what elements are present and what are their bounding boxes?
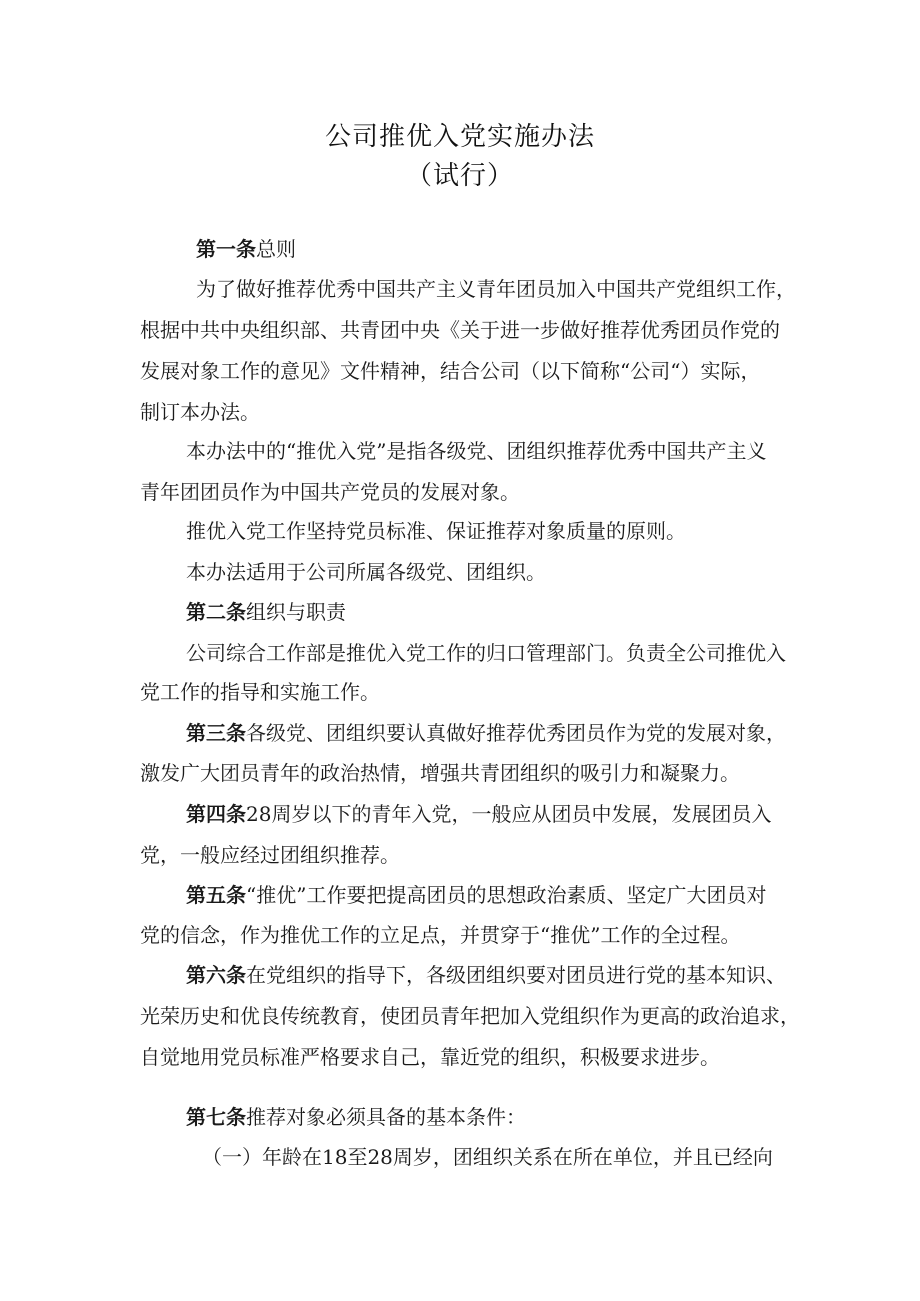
article-1-heading (196, 236, 296, 262)
article-3-line-2: 激发广大团员青年的政治热情，增强共青团组织的吸引力和凝聚力。 (140, 761, 740, 785)
article-6-line-3: 自觉地用党员标准严格要求自己，靠近党的组织，积极要求进步。 (140, 1045, 720, 1069)
article-2-heading (186, 599, 346, 625)
document-title: 公司推优入党实施办法 (324, 122, 595, 152)
article-6-line-2: 光荣历史和优良传统教育，使团员青年把加入党组织作为更高的政治追求， (140, 1004, 800, 1028)
document-subtitle: （试行） (405, 161, 514, 191)
article-3-line-1 (186, 720, 786, 746)
article-7-heading (186, 1104, 526, 1130)
article-7-item-1: （一）年龄在18至28周岁，团组织关系在所在单位，并且已经向 (202, 1145, 773, 1169)
article-7-title: 推荐对象必须具备的基本条件： (246, 1105, 526, 1129)
article-6-line-1 (186, 962, 786, 988)
paragraph-1-line-2: 根据中共中央组织部、共青团中央《关于进一步做好推荐优秀团员作党的 (140, 318, 780, 342)
article-4-line-2: 党，一般应经过团组织推荐。 (140, 843, 400, 867)
article-6-number: 第六条 (186, 963, 246, 987)
paragraph-1-line-3: 发展对象工作的意见》文件精神，结合公司（以下简称“公司“）实际， (140, 359, 761, 383)
paragraph-1-line-4: 制订本办法。 (140, 400, 260, 424)
article-4-text: 28周岁以下的青年入党，一般应从团员中发展，发展团员入 (246, 802, 772, 826)
article-5-text: “推优”工作要把提高团员的思想政治素质、坚定广大团员对 (246, 883, 767, 907)
paragraph-3: 推优入党工作坚持党员标准、保证推荐对象质量的原则。 (186, 519, 686, 543)
paragraph-5-line-2: 党工作的指导和实施工作。 (140, 680, 380, 704)
article-2-number: 第二条 (186, 600, 246, 624)
article-1-number: 第一条 (196, 237, 256, 261)
paragraph-5-line-1: 公司综合工作部是推优入党工作的归口管理部门。负责全公司推优入 (186, 641, 786, 665)
article-7-number: 第七条 (186, 1105, 246, 1129)
article-3-text: 各级党、团组织要认真做好推荐优秀团员作为党的发展对象， (246, 721, 786, 745)
article-6-text: 在党组织的指导下，各级团组织要对团员进行党的基本知识、 (246, 963, 786, 987)
paragraph-2-line-1: 本办法中的“推优入党”是指各级党、团组织推荐优秀中国共产主义 (186, 439, 767, 463)
article-5-number: 第五条 (186, 883, 246, 907)
paragraph-1-line-1: 为了做好推荐优秀中国共产主义青年团员加入中国共产党组织工作， (196, 277, 796, 301)
article-5-line-1 (186, 882, 766, 908)
article-4-line-1 (186, 801, 771, 827)
paragraph-2-line-2: 青年团团员作为中国共产党员的发展对象。 (140, 480, 520, 504)
paragraph-4: 本办法适用于公司所属各级党、团组织。 (186, 560, 546, 584)
article-5-line-2: 党的信念，作为推优工作的立足点，并贯穿于“推优”工作的全过程。 (140, 923, 741, 947)
article-2-title: 组织与职责 (246, 600, 346, 624)
article-1-title: 总则 (256, 237, 296, 261)
article-4-number: 第四条 (186, 802, 246, 826)
article-3-number: 第三条 (186, 721, 246, 745)
